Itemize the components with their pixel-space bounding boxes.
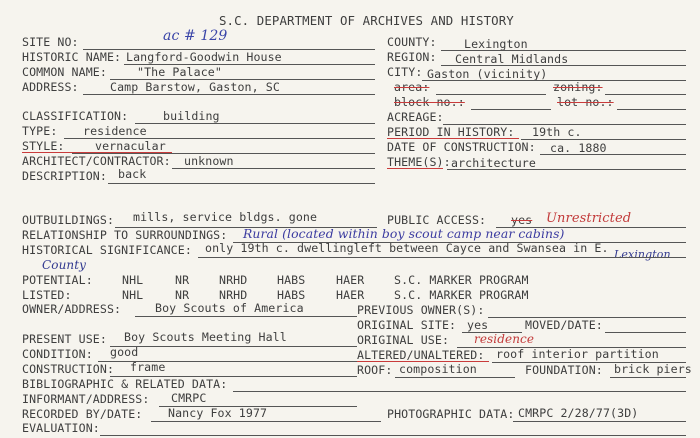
block-no-label: block no.:	[394, 95, 465, 109]
significance-value[interactable]: only 19th c. dwellingleft between Cayce and Swansea in E.	[205, 241, 609, 255]
period-label: PERIOD IN HISTORY:	[387, 125, 515, 139]
listed-haer[interactable]: HAER	[336, 288, 365, 302]
potential-nhl[interactable]: NHL	[122, 273, 144, 287]
owner-label: OWNER/ADDRESS:	[22, 302, 122, 316]
zoning-label: zoning:	[553, 80, 603, 94]
style-highlight	[22, 152, 172, 153]
significance-value-hand[interactable]: Lexington	[614, 248, 671, 261]
region-value[interactable]: Central Midlands	[455, 52, 569, 66]
potential-marker[interactable]: S.C. MARKER PROGRAM	[394, 273, 529, 287]
region-label: REGION:	[387, 50, 437, 64]
address-value[interactable]: Camp Barstow, Gaston, SC	[110, 80, 280, 94]
foundation-label: FOUNDATION:	[525, 363, 603, 377]
description-value[interactable]: back	[118, 167, 147, 181]
potential-label: POTENTIAL:	[22, 273, 93, 287]
city-label: CITY:	[387, 65, 423, 79]
original-use-label: ORIGINAL USE:	[357, 333, 450, 347]
photographic-value[interactable]: CMRPC 2/28/77(3D)	[518, 406, 639, 420]
themes-label: THEME(S):	[387, 155, 451, 169]
acreage-label: ACREAGE:	[387, 110, 444, 124]
address-label: ADDRESS:	[22, 80, 79, 94]
date-construction-label: DATE OF CONSTRUCTION:	[387, 140, 536, 154]
area-label: area:	[394, 80, 430, 94]
themes-highlight	[387, 168, 443, 169]
date-construction-value[interactable]: ca. 1880	[550, 141, 607, 155]
card-title: S.C. DEPARTMENT OF ARCHIVES AND HISTORY	[219, 13, 514, 28]
listed-nr[interactable]: NR	[175, 288, 190, 302]
present-use-label: PRESENT USE:	[22, 332, 107, 346]
public-access-struck: yes	[511, 213, 533, 227]
photographic-label: PHOTOGRAPHIC DATA:	[387, 407, 515, 421]
common-name-value[interactable]: "The Palace"	[137, 65, 222, 79]
site-no-label: SITE NO:	[22, 35, 79, 49]
public-access-value[interactable]: Unrestricted	[546, 211, 632, 226]
recorded-value[interactable]: Nancy Fox 1977	[168, 406, 268, 420]
historic-name-value[interactable]: Langford-Goodwin House	[126, 50, 282, 64]
roof-value[interactable]: composition	[399, 362, 477, 376]
listed-nhl[interactable]: NHL	[122, 288, 144, 302]
architect-value[interactable]: unknown	[184, 154, 234, 168]
recorded-label: RECORDED BY/DATE:	[22, 407, 143, 421]
architect-label: ARCHITECT/CONTRACTOR:	[22, 154, 171, 168]
public-access-label: PUBLIC ACCESS:	[387, 213, 487, 227]
condition-value[interactable]: good	[110, 345, 139, 359]
altered-label: ALTERED/UNALTERED:	[357, 348, 485, 362]
original-use-value[interactable]: residence	[474, 332, 535, 346]
type-label: TYPE:	[22, 124, 58, 138]
present-use-value[interactable]: Boy Scouts Meeting Hall	[124, 330, 287, 344]
informant-label: INFORMANT/ADDRESS:	[22, 392, 150, 406]
potential-haer[interactable]: HAER	[336, 273, 365, 287]
listed-habs[interactable]: HABS	[277, 288, 306, 302]
city-value[interactable]: Gaston (vicinity)	[427, 67, 548, 81]
significance-label: HISTORICAL SIGNIFICANCE:	[22, 243, 192, 257]
county-label: COUNTY:	[387, 35, 437, 49]
roof-label: ROOF:	[357, 363, 393, 377]
listed-nrhd[interactable]: NRHD	[219, 288, 248, 302]
period-value[interactable]: 19th c.	[532, 125, 582, 139]
county-value[interactable]: Lexington	[464, 37, 528, 51]
potential-nrhd[interactable]: NRHD	[219, 273, 248, 287]
original-site-label: ORIGINAL SITE:	[357, 318, 457, 332]
potential-habs[interactable]: HABS	[277, 273, 306, 287]
relationship-value[interactable]: Rural (located within boy scout camp near cabins)	[243, 226, 565, 241]
original-site-value[interactable]: yes	[467, 318, 489, 332]
significance-value-county[interactable]: County	[42, 258, 87, 272]
foundation-value[interactable]: brick piers	[614, 362, 692, 376]
altered-value[interactable]: roof interior partition	[496, 347, 659, 361]
moved-date-label: MOVED/DATE:	[525, 318, 603, 332]
lot-no-label: lot no.:	[557, 95, 614, 109]
listed-label: LISTED:	[22, 288, 72, 302]
style-value[interactable]: vernacular	[95, 139, 166, 153]
period-highlight	[387, 138, 519, 139]
themes-value[interactable]: architecture	[451, 156, 536, 170]
classification-label: CLASSIFICATION:	[22, 109, 129, 123]
construction-value[interactable]: frame	[130, 360, 166, 374]
condition-label: CONDITION:	[22, 347, 93, 361]
outbuildings-label: OUTBUILDINGS:	[22, 213, 115, 227]
informant-value[interactable]: CMRPC	[171, 391, 207, 405]
common-name-label: COMMON NAME:	[22, 65, 107, 79]
description-label: DESCRIPTION:	[22, 169, 107, 183]
evaluation-label: EVALUATION:	[22, 421, 100, 435]
type-value[interactable]: residence	[83, 124, 147, 138]
listed-marker[interactable]: S.C. MARKER PROGRAM	[394, 288, 529, 302]
owner-value[interactable]: Boy Scouts of America	[155, 301, 304, 315]
historic-name-label: HISTORIC NAME:	[22, 50, 122, 64]
construction-label: CONSTRUCTION:	[22, 362, 115, 376]
classification-value[interactable]: building	[163, 109, 220, 123]
site-no-value[interactable]: ac # 129	[163, 28, 228, 44]
relationship-label: RELATIONSHIP TO SURROUNDINGS:	[22, 228, 228, 242]
outbuildings-value[interactable]: mills, service bldgs. gone	[133, 210, 318, 224]
style-label: STYLE:	[22, 139, 65, 153]
potential-nr[interactable]: NR	[175, 273, 190, 287]
previous-owner-label: PREVIOUS OWNER(S):	[357, 303, 485, 317]
bibliographic-label: BIBLIOGRAPHIC & RELATED DATA:	[22, 377, 228, 391]
